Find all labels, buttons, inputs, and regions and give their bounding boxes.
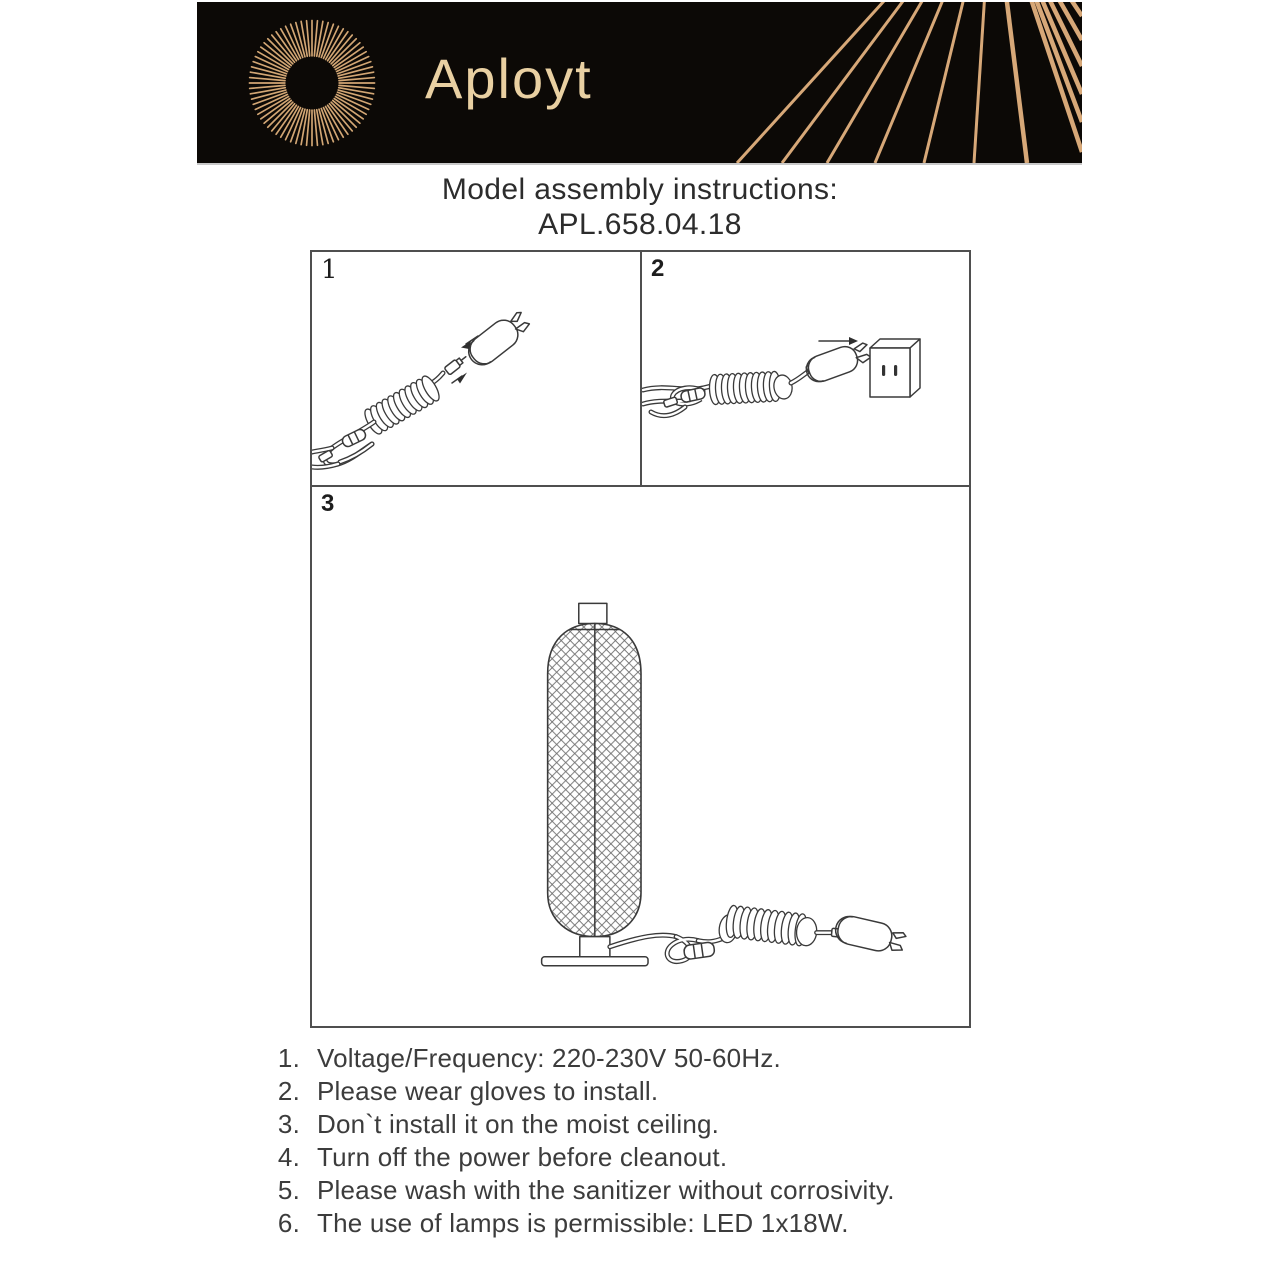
instruction-number: 2.	[277, 1076, 300, 1106]
diagram-panel-2	[642, 252, 969, 487]
wall-outlet-illustration	[642, 252, 969, 485]
instruction-item	[260, 1207, 1040, 1240]
diagram-panel-1	[312, 252, 642, 487]
instruction-item	[260, 1108, 1040, 1141]
instruction-item	[260, 1141, 1040, 1174]
instruction-number: 5.	[277, 1175, 300, 1205]
adapter-connection-illustration	[312, 252, 640, 485]
panel-number: 3	[321, 490, 335, 517]
instruction-text: Don`t install it on the moist ceiling.	[317, 1109, 720, 1139]
title-block	[0, 172, 1280, 241]
instruction-number: 6.	[277, 1208, 300, 1238]
brand-banner	[197, 2, 1082, 163]
ray-fan-decoration	[662, 2, 1082, 163]
instruction-text: Please wear gloves to install.	[317, 1076, 659, 1106]
diagram-panel-3	[312, 487, 969, 1026]
table-lamp-illustration	[312, 487, 969, 1026]
model-number: APL.658.04.18	[538, 208, 742, 241]
instruction-number: 3.	[277, 1109, 300, 1139]
instruction-number: 4.	[277, 1142, 300, 1172]
starburst-logo-icon	[239, 10, 385, 156]
instruction-text: Voltage/Frequency: 220-230V 50-60Hz.	[317, 1043, 781, 1073]
panel-number: 1	[321, 255, 338, 285]
instruction-list	[260, 1042, 1040, 1240]
instruction-text: The use of lamps is permissible: LED 1x18W.	[317, 1208, 849, 1238]
instruction-item	[260, 1174, 1040, 1207]
instruction-item	[260, 1042, 1040, 1075]
instruction-text: Turn off the power before cleanout.	[317, 1142, 728, 1172]
panel-number: 2	[651, 255, 665, 282]
page-title: Model assembly instructions:	[441, 173, 839, 206]
assembly-diagram	[310, 250, 971, 1028]
instruction-item	[260, 1075, 1040, 1108]
instruction-text: Please wash with the sanitizer without corrosivity.	[317, 1175, 895, 1205]
instruction-number: 1.	[277, 1043, 300, 1073]
brand-logo-text: Aployt	[425, 47, 593, 110]
